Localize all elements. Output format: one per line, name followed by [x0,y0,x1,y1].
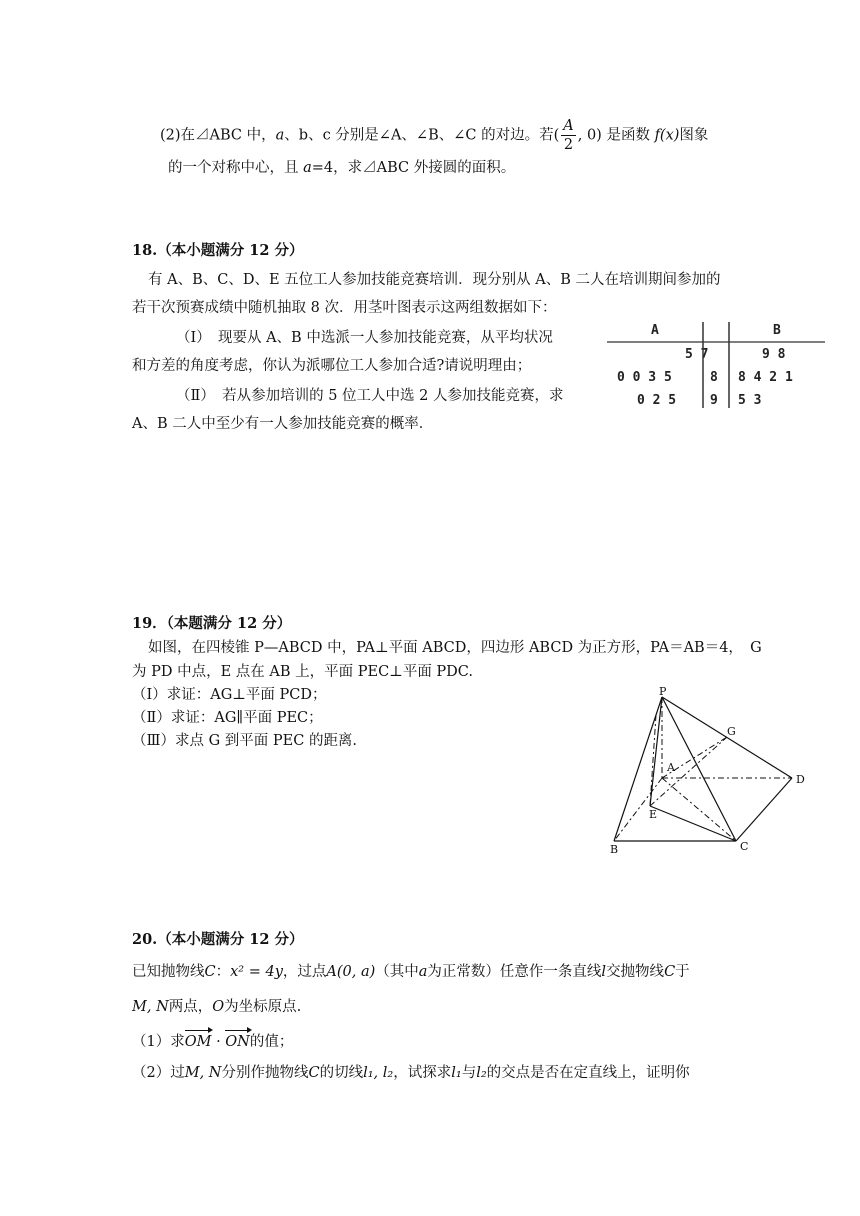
label-P: P [659,685,667,698]
label-E: E [649,808,658,821]
q19-part-3: （Ⅲ）求点 G 到平面 PEC 的距离. [132,733,358,749]
label-C: C [740,840,749,853]
edge-EC [650,806,736,841]
vector-OM: OM [184,1034,212,1050]
stem-row2-b: 8 4 2 1 [738,370,793,385]
q19-paragraph-2: 为 PD 中点，E 点在 AB 上，平面 PEC⊥平面 PDC. [132,664,473,680]
q20-line-2: M, N两点，O为坐标原点. [132,999,302,1015]
q19-paragraph-1: 如图，在四棱锥 P—ABCD 中，PA⊥平面 ABCD，四边形 ABCD 为正方形，PA＝AB＝4， G [148,640,762,656]
label-B: B [610,843,619,856]
stem-row3-b: 5 3 [738,393,762,408]
stem-header-a: A [651,323,659,338]
q19-title: 19．（本题满分 12 分） [132,615,292,632]
q18-part-1: （Ⅰ） 现要从 A、B 中选派一人参加技能竞赛，从平均状况 [176,330,553,346]
label-G: G [727,725,736,738]
edge-CD [736,778,792,841]
q18-title: 18.（本小题满分 12 分） [132,242,304,259]
q18-part-2-cont: A、B 二人中至少有一人参加技能竞赛的概率． [132,416,434,432]
q19-part-1: （Ⅰ）求证：AG⊥平面 PCD； [132,687,327,703]
q18-part-2: （Ⅱ） 若从参加培训的 5 位工人中选 2 人参加技能竞赛，求 [176,388,564,404]
q18-paragraph-1: 有 A、B、C、D、E 五位工人参加技能竞赛培训．现分别从 A、B 二人在培训期间参加的 [148,272,721,288]
stem-row3-a: 0 2 5 [637,393,677,408]
vector-ON: ON [225,1034,250,1050]
stem-leaf-plot [607,318,827,410]
q20-title: 20.（本小题满分 12 分） [132,931,304,948]
stem-row2-stem: 8 [710,370,718,385]
q20-line-4: （2）过M, N分别作抛物线C的切线l₁, l₂，试探求l₁与l₂的交点是否在定直线上，证明你 [132,1065,690,1081]
fraction-a-over-2: $\frac{A}{2}$ [563,118,574,153]
q19-part-2: （Ⅱ）求证：AG∥平面 PEC； [132,710,323,726]
label-A: A [667,761,675,774]
pyramid-figure [604,685,814,857]
q17-line-2: 的一个对称中心，且 a=4，求⊿ABC 外接圆的面积。 [168,160,516,176]
q17-line-1: (2)在⊿ABC 中，a、b、c 分别是∠A、∠B、∠C 的对边。若( $\frac{A}{2}$ , 0) 是函数 f(x)图象 [160,118,709,153]
stem-row2-a: 0 0 3 5 [617,370,672,385]
q20-line-1: 已知抛物线C：x² = 4y，过点A(0, a)（其中a为正常数）任意作一条直线l交抛物线C于 [132,964,690,980]
edge-AC [662,778,736,841]
q18-paragraph-2: 若干次预赛成绩中随机抽取 8 次．用茎叶图表示这两组数据如下： [132,300,557,316]
stem-row1-b: 9 8 [762,347,786,362]
q18-part-1-cont: 和方差的角度考虑，你认为派哪位工人参加合适?请说明理由； [132,358,532,374]
stem-row3-stem: 9 [710,393,718,408]
stem-header-b: B [773,323,781,338]
label-D: D [796,773,805,786]
q20-line-3: （1）求OM · ON的值； [132,1034,294,1050]
stem-row1-a: 5 7 [685,347,709,362]
